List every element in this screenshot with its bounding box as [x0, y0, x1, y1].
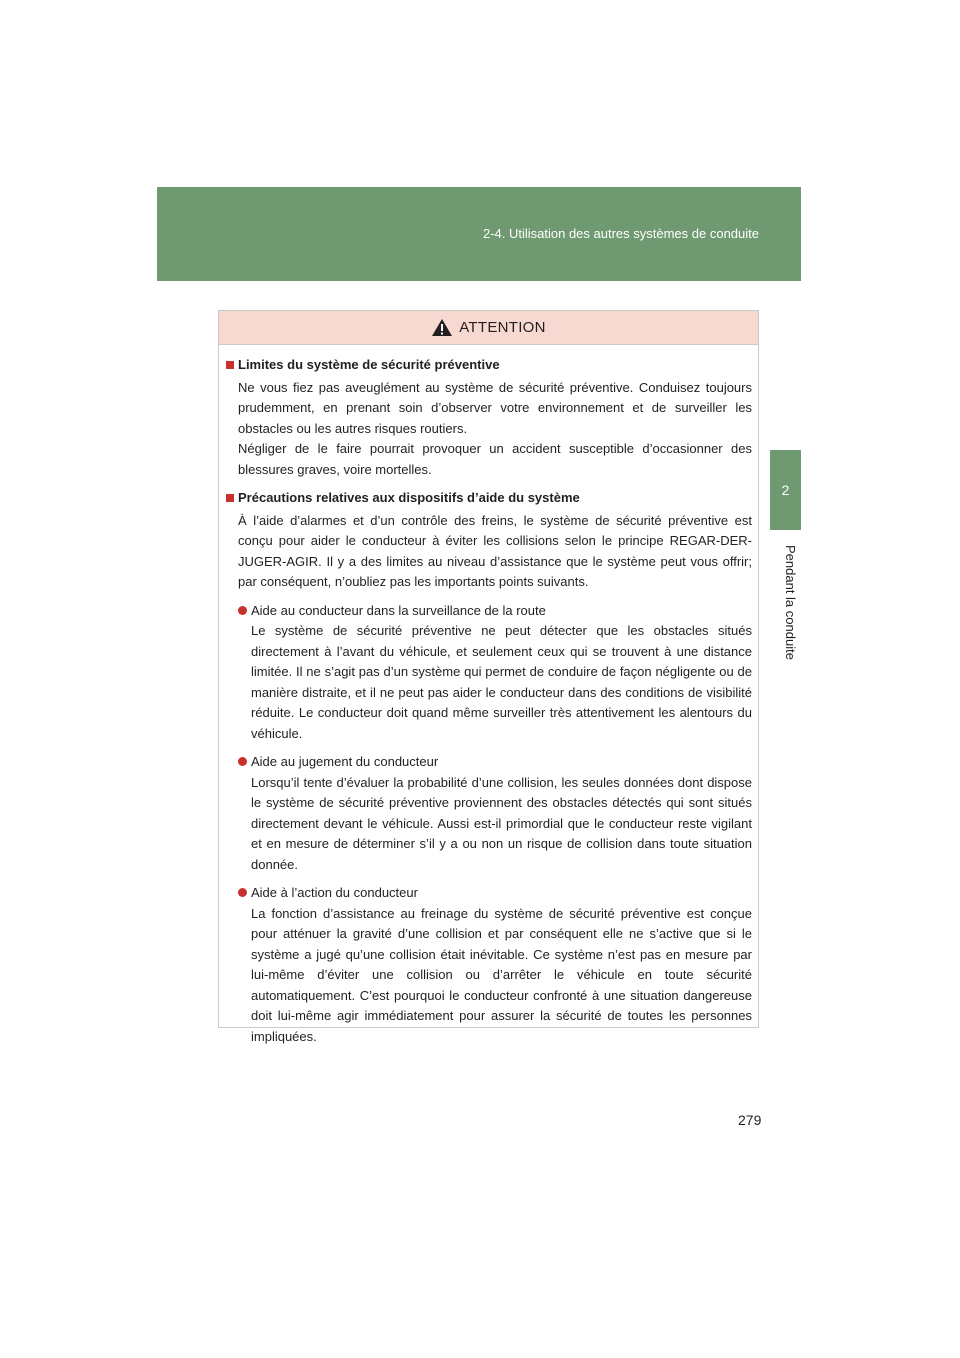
red-square-icon [226, 361, 234, 369]
section-text-limits [238, 378, 752, 481]
bullet-title: Aide à l’action du conducteur [251, 885, 418, 900]
paragraph: Négliger de le faire pourrait provoquer un accident susceptible d’occasionner des blessures graves, voire mortelles. [238, 441, 752, 477]
bullet-title: Aide au conducteur dans la surveillance de la route [251, 602, 546, 618]
section-title-limits: Limites du système de sécurité préventive [226, 355, 752, 376]
chapter-header-bar [157, 187, 801, 281]
warning-triangle-icon [431, 318, 453, 337]
section-title: 2-4. Utilisation des autres systèmes de conduite [482, 226, 759, 241]
warning-header [219, 311, 758, 345]
bullet-item [238, 601, 752, 745]
paragraph: À l’aide d’alarmes et d’un contrôle des freins, le système de sécurité préventive est conçu pour aider le conducteur à éviter les collisions selon le principe REGAR-DER-JUGER-AGIR. Il y a des limites au niveau d’assistance que le système peut vous offrir; par conséquent, n’oubliez pas les importants points suivants. [238, 512, 752, 589]
section-text-precautions [238, 511, 752, 593]
bullet-title: Aide au jugement du conducteur [251, 754, 439, 769]
bullet-item [238, 883, 752, 1047]
page-number: 279 [738, 1112, 762, 1128]
warning-title: ATTENTION [459, 319, 546, 336]
paragraph: Ne vous fiez pas aveuglément au système de sécurité préventive. Conduisez toujours prudemment, en prenant soin d’observer votre environnement et de surveiller les obstacles ou les autres risques routiers. [238, 379, 752, 436]
section-title-precautions: Précautions relatives aux dispositifs d’aide du système [226, 488, 752, 509]
chapter-label: Pendant la conduite [783, 545, 798, 660]
warning-body [219, 345, 758, 1047]
bullet-text: Lorsqu’il tente d’évaluer la probabilité d’une collision, les seules données dont dispose le système de sécurité préventive proviennent des obstacles détectés qui sont situés directement devant le véhicule. Aussi est-il primordial que le conducteur reste vigilant et en mesure de déterminer s’il y a ou non un risque de collision dans toute situation donnée. [251, 774, 752, 872]
chapter-tab: 2 [770, 450, 801, 530]
warning-box [218, 310, 759, 1044]
red-dot-icon [238, 888, 247, 897]
bullet-text: La fonction d’assistance au freinage du système de sécurité préventive est conçue pour atténuer la gravité d’une collision et par conséquent elle ne s’active que si le système a jugé qu’une collision était inévitable. Ce système n’est pas en mesure par lui-même d’éviter une collision ou d’arrêter le véhicule en toute sécurité automatiquement. C’est pourquoi le conducteur confronté à une situation dangereuse doit lui-même agir immédiatement pour assurer la sécurité de toutes les personnes impliquées. [251, 905, 752, 1044]
bullet-text: Le système de sécurité préventive ne peut détecter que les obstacles situés directement à l’avant du véhicule, et seulement ceux qui se trouvent à une distance limitée. Il ne s’agit pas d’un système qui permet de conduire de façon négligente ou de manière distraite, et il ne peut pas aider le conducteur dans des conditions de visibilité réduite. Le conducteur doit quand même surveiller très attentivement les alentours du véhicule. [251, 623, 752, 741]
section-precautions [226, 488, 752, 1047]
bullet-item [238, 752, 752, 875]
red-square-icon [226, 494, 234, 502]
red-dot-icon [238, 757, 247, 766]
section-limits [226, 355, 752, 480]
red-dot-icon [238, 606, 247, 615]
